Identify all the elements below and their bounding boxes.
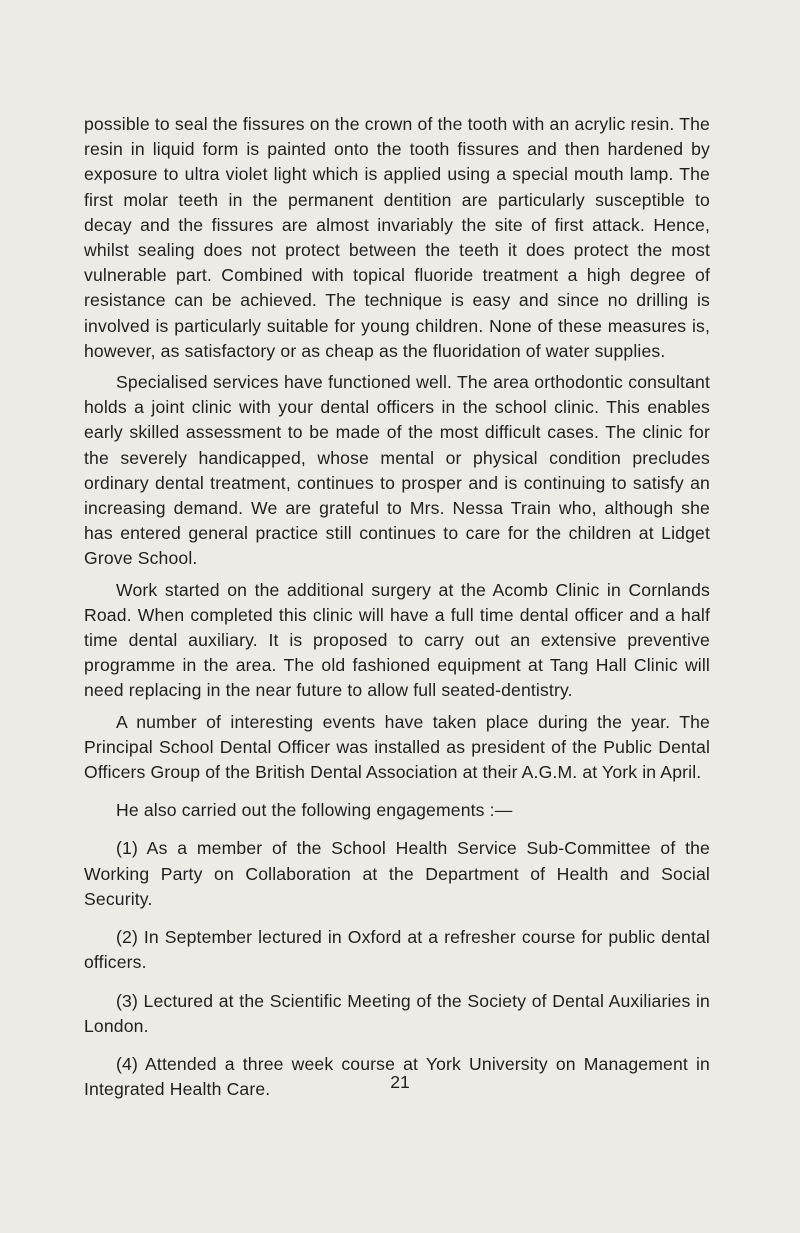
list-item-engagement-2: (2) In September lectured in Oxford at a refresher course for public dental officers. xyxy=(84,927,710,973)
document-body xyxy=(84,112,710,1115)
paragraph-fissure-sealing: possible to seal the fissures on the crown of the tooth with an acrylic resin. The resin in liquid form is painted onto the tooth fissures and then hardened by exposure to ultra violet light which is applied using a special mouth lamp. The first molar teeth in the permanent dentition are particularly susceptible to decay and the fissures are almost invariably the site of first attack. Hence, whilst sealing does not protect between the teeth it does protect the most vulnerable part. Combined with topical fluoride treatment a high degree of resistance can be achieved. The technique is easy and since no drilling is involved is particularly suitable for young children. None of these measures is, however, as satisfactory or as cheap as the fluoridation of water supplies. xyxy=(84,114,710,361)
list-item-engagement-1: (1) As a member of the School Health Service Sub-Committee of the Working Party on Collaboration at the Department of Health and Social Security. xyxy=(84,838,710,909)
list-item-engagement-3: (3) Lectured at the Scientific Meeting of the Society of Dental Auxiliaries in London. xyxy=(84,990,710,1036)
page-number: 21 xyxy=(390,1072,410,1092)
paragraph-engagements-intro: He also carried out the following engagements :— xyxy=(116,800,513,821)
paragraph-specialised-services: Specialised services have functioned well. The area orthodontic consultant holds a joint clinic with your dental officers in the school clinic. This enables early skilled assessment to be made of the most difficult cases. The clinic for the severely handicapped, whose mental or physical condition precludes ordinary dental treatment, continues to prosper and is continuing to satisfy an increasing demand. We are grateful to Mrs. Nessa Train who, although she has entered general practice still continues to care for the children at Lidget Grove School. xyxy=(84,372,710,569)
paragraph-interesting-events: A number of interesting events have taken place during the year. The Principal School Dental Officer was installed as president of the Public Dental Officers Group of the British Dental Association at their A.G.M. at York in April. xyxy=(84,711,710,783)
list-item-engagement-4: (4) Attended a three week course at York University on Management in Integrated Health Care. xyxy=(84,1053,710,1100)
paragraph-acomb-clinic: Work started on the additional surgery at the Acomb Clinic in Cornlands Road. When completed this clinic will have a full time dental officer and a half time dental auxiliary. It is proposed to carry out an extensive preventive programme in the area. The old fashioned equipment at Tang Hall Clinic will need replacing in the near future to allow full seated-dentistry. xyxy=(84,579,710,701)
